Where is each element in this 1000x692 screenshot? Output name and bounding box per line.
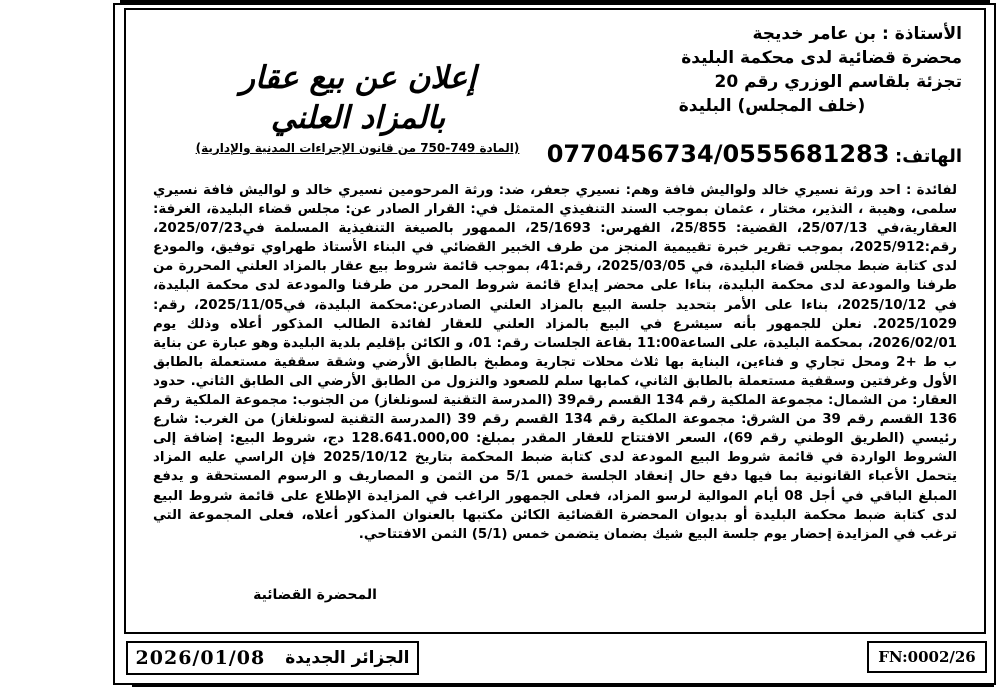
bottom-rule [132,685,994,687]
bailiff-header [582,22,962,118]
legal-reference: (المادة 749-750 من قانون الإجراءات المدنية والإدارية) [195,141,520,155]
newspaper-box [126,641,419,675]
newspaper-name: الجزائر الجديدة [285,648,410,668]
announcement-title-line-2: بالمزاد العلني [270,100,446,136]
phone-numbers: 0770456734/0555681283 [546,140,890,168]
phone-row [547,140,962,168]
office-line: محضرة قضائية لدى محكمة البليدة [681,48,962,68]
address-line-2: (خلف المجلس) البليدة [678,96,866,116]
announcement-body: لفائدة : احد ورثة نسيري خالد ولواليش فافة وهم: نسيري جعفر، ضد: ورثة المرحومين نسيري خالد و لواليش فافة نسيري سلمى، وهيبة ، النذير، مختار ، عثمان بموجب السند التنفيذي المتمثل في: القرار الصادر عن: مجلس قضاء البليدة، الغرفة: العقارية،في 25/07/13، القضية: 25/855، الفهرس: 25/1693، الممهور بالصيغة التنفيذية المسلمة في2025/07/23، رقم:2025/912، بموجب تقرير خبرة تقييمية المنجز من طرف الخبير القضائي في البناء الأستاذ طهراوي توفيق، والمودع لدى كتابة ضبط مجلس قضاء البليدة، في 2025/03/05، رقم:41، بموجب قائمة شروط بيع عقار بالمزاد العلني المحررة من طرفنا والمودعة لدى محكمة البليدة، بناءا على محضر إيداع قائمة شروط المحرر من طرفنا والمودعة لدى محكمة البليدة، في 2025/10/12، بناءا على الأمر بتحديد جلسة البيع بالمزاد العلني الصادرعن:محكمة البليدة، في2025/11/05، رقم: 2025/1029. نعلن للجمهور بأنه سيشرع في البيع بالمزاد العلني للعقار لفائدة الطالب المذكور أعلاه وذلك يوم 2026/02/01، بمحكمة البليدة، على الساعة11:00 بقاعة الجلسات رقم: 01، و الكائن بإقليم بلدية البليدة وهو عبارة عن بناية ب ط +2 ومحل تجاري و فناءين، البناية بها ثلاث محلات تجارية ومطبخ بالطابق الأرضي وشقة سقفية مستعملة بالطابق الأول وغرفتين وسقفية مستعملة بالطابق الثاني، كمابها سلم للصعود والنزول من الطابق الأرضي الى الطابق الثاني. حدود العقار: من الشمال: مجموعة الملكية رقم 134 القسم رقم39 (المدرسة التقنية لسونلغاز) من الجنوب: مجموعة الملكية رقم 136 القسم رقم 39 من الشرق: مجموعة الملكية رقم 134 القسم رقم 39 (المدرسة التقنية لسونلغاز) من الغرب: شارع رئيسي (الطريق الوطني رقم 69)، السعر الافتتاح للعقار المقدر بمبلغ: 128.641.000,00 دج، شروط البيع: إضافة إلى الشروط الواردة في قائمة شروط البيع المودعة لدى كتابة ضبط المحكمة بتاريخ 2025/10/12 فإن الراسي عليه المزاد يتحمل الأعباء القانونية بما فيها دفع حال إنعقاد الجلسة خمس 5/1 من الثمن و المصاريف و الرسوم المستحقة و يدفع المبلغ الباقي في أجل 08 أيام الموالية لرسو المزاد، فعلى الجمهور الراغب في المزايدة الإطلاع على قائمة شروط البيع لدى كتابة ضبط محكمة البليدة أو بديوان المحضرة القضائية الكائن مكتبها بالعنوان المذكور أعلاه، فعلى المجموعة التي ترغب في المزايدة إحضار يوم جلسة البيع شيك بضمان يتضمن خمس (5/1) الثمن الافتتاحي. [153,183,958,542]
lawyer-name: الأستاذة : بن عامر خديجة [752,24,962,44]
file-number: FN:0002/26 [867,641,987,673]
publication-date: 2026/01/08 [135,647,266,669]
address-line-1: تجزئة بلقاسم الوزري رقم 20 [714,72,962,92]
announcement-title-line-1: إعلان عن بيع عقار [240,60,476,96]
phone-label: الهاتف: [895,146,962,167]
signature: المحضرة القضائية [253,587,377,603]
